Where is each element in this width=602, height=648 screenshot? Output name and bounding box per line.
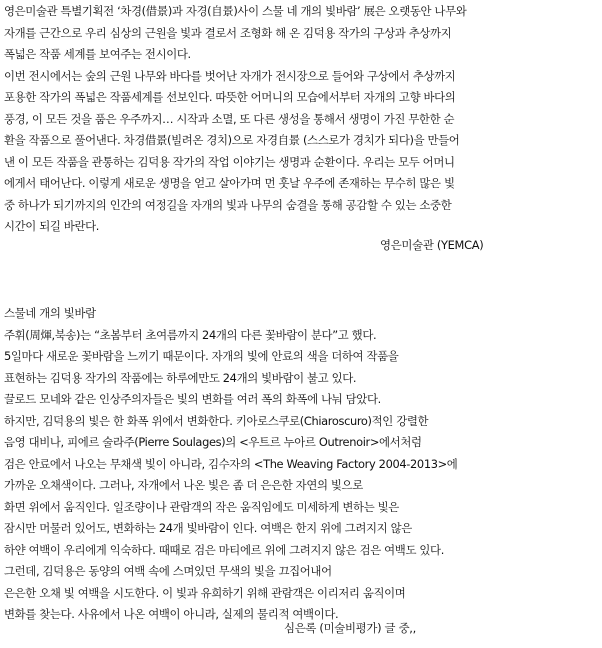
essay-line: 은은한 오채 빛 여백을 시도한다. 이 빛과 유희하기 위해 관람객은 이리저리 움직이며 <box>4 585 406 600</box>
exhibition-intro-paragraph <box>4 1 598 238</box>
essay-title: 스물네 개의 빛바람 <box>4 306 96 320</box>
intro-signature: 영은미술관 (YEMCA) <box>380 238 484 252</box>
essay-line: 주휘(周煇,북송)는 “초봄부터 초여름까지 24개의 다른 꽃바람이 분다”고 했다. <box>4 327 377 342</box>
essay-signature: 심은록 (미술비평가) 글 중,, <box>284 621 416 635</box>
essay-line: 하얀 여백이 우리에게 익숙하다. 때때로 검은 마티에르 위에 그려지지 않은 검은 여백도 있다. <box>4 542 444 557</box>
intro-line: 에게서 태어난다. 이렇게 새로운 생명을 얻고 살아가며 먼 훗날 우주에 존재하는 무수히 많은 빛 <box>4 176 455 190</box>
essay-line: 화면 위에서 움직인다. 일조량이나 관람객의 작은 움직임에도 미세하게 변하는 빛은 <box>4 499 399 514</box>
critic-essay-paragraph <box>4 303 598 626</box>
intro-line: 포용한 작가의 폭넓은 작품세계를 선보인다. 따뜻한 어머니의 모습에서부터 자개의 고향 바다의 <box>4 90 456 104</box>
essay-line: 변화를 찾는다. 사유에서 나온 여백이 아니라, 실제의 물리적 여백이다. <box>4 607 339 621</box>
intro-line: 풍경, 이 모든 것을 품은 우주까지… 시작과 소멸, 또 다른 생성을 통해서 생명이 가진 무한한 순 <box>4 111 455 126</box>
essay-line: 잠시만 머물러 있어도, 변화하는 24개 빛바람이 인다. 여백은 한지 위에 그려지지 않은 <box>4 521 412 535</box>
intro-line: 폭넓은 작품 세계를 보여주는 전시이다. <box>4 47 191 61</box>
essay-line: 가까운 오채색이다. 그러나, 자개에서 나온 빛은 좀 더 은은한 자연의 빛으로 <box>4 478 363 492</box>
intro-line: 환을 작품으로 풀어낸다. 차경借景(빌려온 경치)으로 자경自景 (스스로가 경치가 되다)을 만들어 <box>4 133 460 147</box>
essay-line: 표현하는 김덕용 작가의 작품에는 하루에만도 24개의 빛바람이 불고 있다. <box>4 370 357 385</box>
intro-line: 낸 이 모든 작품을 관통하는 김덕용 작가의 작업 이야기는 생명과 순환이다. 우리는 모두 어머니 <box>4 154 455 169</box>
essay-line: 음영 대비나, 피에르 술라주(Pierre Soulages)의 <우트르 누아르 Outrenoir>에서처럼 <box>4 435 422 449</box>
intro-line: 영은미술관 특별기획전 ‘차경(借景)과 자경(自景)사이 스물 네 개의 빛바람’ 展은 오랫동안 나무와 <box>4 4 467 18</box>
intro-line: 시간이 되길 바란다. <box>4 219 100 233</box>
essay-line: 하지만, 김덕용의 빛은 한 화폭 위에서 변화한다. 키아로스쿠로(Chiaroscuro)적인 강렬한 <box>4 413 429 428</box>
intro-line: 이번 전시에서는 숲의 근원 나무와 바다를 벗어난 자개가 전시장으로 들어와 구상에서 추상까지 <box>4 68 456 83</box>
essay-line: 5일마다 새로운 꽃바람을 느끼기 때문이다. 자개의 빛에 안료의 색을 더하여 작품을 <box>4 349 399 363</box>
essay-line: 검은 안료에서 나오는 무채색 빛이 아니라, 김수자의 <The Weaving Factory 2004-2013>에 <box>4 456 458 471</box>
essay-line: 끌로드 모네와 같은 인상주의자들은 빛의 변화를 여러 폭의 화폭에 나눠 담았다. <box>4 392 381 406</box>
intro-line: 자개를 근간으로 우리 심상의 근원을 빛과 결로서 조형화 해 온 김덕용 작가의 구상과 추상까지 <box>4 25 452 40</box>
essay-line: 그런데, 김덕용은 동양의 여백 속에 스며있던 무색의 빛을 끄집어내어 <box>4 564 332 578</box>
intro-line: 중 하나가 되기까지의 인간의 여정길을 자개의 빛과 나무의 숨결을 통해 공감할 수 있는 소중한 <box>4 197 452 212</box>
